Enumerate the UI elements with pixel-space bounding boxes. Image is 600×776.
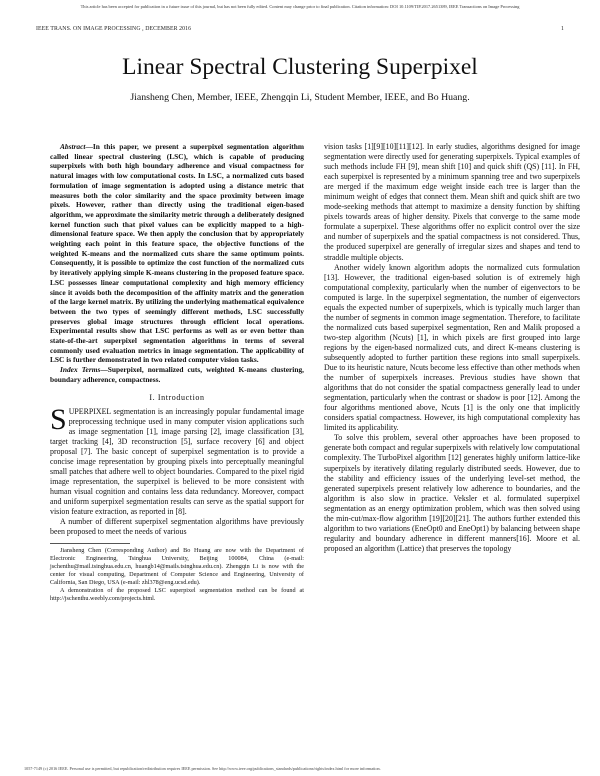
index-terms (50, 365, 304, 384)
footnote-affiliation: Jiansheng Chen (Corresponding Author) and Bo Huang are now with the Department of Electronic Engineering, Tsinghua University, Beijing 100084, China (e-mail: jschenthu@mail.tsinghua.edu.cn, huangb14@mails.tsinghua.edu.cn). Zhengqin Li is now with the center for visual computing, Department of Computer Science and Engineering, University of California, San Diego, USA (e-mail: zhl378@eng.ucsd.edu). (50, 547, 304, 587)
intro-paragraph-1-text: UPERPIXEL segmentation is an increasingly popular fundamental image preprocessing technique used in many computer vision applications such as image segmentation [1], image parsing [2], image classification [3], target tracking [4], 3D reconstruction [5], surface recovery [6] and object proposal [7]. The basic concept of superpixel segmentation is to provide a concise image representation by grouping pixels into perceptually meaningful small patches that adhere well to object boundaries. Compared to the pixel rigid image representation, the superpixel is believed to be more consistent with human visual cognition and contains less data redundancy. Moreover, compact and uniform superpixel segmentation results can serve as the spatial support for vision feature extraction, as reported in [8]. (50, 406, 304, 517)
intro-paragraph-2: A number of different superpixel segmentation algorithms have previously been proposed to meet the needs of various (50, 517, 304, 537)
right-column (324, 142, 580, 554)
abstract-label: Abstract (60, 142, 86, 151)
left-column (50, 142, 304, 603)
author-line: Jiansheng Chen, Member, IEEE, Zhengqin Li, Student Member, IEEE, and Bo Huang. (130, 92, 470, 103)
abstract (50, 142, 304, 365)
index-terms-text: —Superpixel, normalized cuts, weighted K-means clustering, boundary adherence, compactness. (50, 365, 304, 384)
publication-notice: This article has been accepted for publication in a future issue of this journal, but has not been fully edited. Content may change prior to final publication. Citation information: DOI 10.1109/TIP.2017.2651389, IEEE Transactions on Image Processing (80, 4, 520, 9)
footnote-demo: A demonstration of the proposed LSC superpixel segmentation method can be found at http://jschenthu.weebly.com/projects.html. (50, 587, 304, 603)
page-number: 1 (561, 26, 564, 32)
index-terms-label: Index Terms (60, 365, 101, 375)
running-head (36, 26, 564, 32)
drop-cap: S (50, 402, 67, 436)
copyright-footer: 1057-7149 (c) 2016 IEEE. Personal use is permitted, but republication/redistribution requires IEEE permission. See http://www.ieee.org/publications_standards/publications/rights/index.html for more information. (24, 766, 381, 771)
intro-paragraph-1 (50, 402, 304, 518)
footnote-rule (50, 543, 130, 544)
right-paragraph-3: To solve this problem, several other approaches have been proposed to generate both compact and regular superpixels with relatively low computational complexity. The TurboPixel algorithm [12] generates highly uniform lattice-like superpixels by iteratively dilating regularly distributed seeds. However, due to the stability and efficiency issues of the underlying level-set method, the generated superpixels present relatively low adherence to boundaries, and the algorithm is also slow in practice. Veksler et al. formulated superpixel segmentation as an energy optimization problem, which was then solved using the min-cut/max-flow algorithm [19][20][21]. The authors further extended this algorithm to two variations (EneOpt0 and EneOpt1) by balancing between shape regularity and boundary adherence in different manners[16]. Moore et al. proposed an algorithm (Lattice) that preserves the topology (324, 433, 580, 553)
right-paragraph-1: vision tasks [1][9][10][11][12]. In early studies, algorithms designed for image segmentation were directly used for generating superpixels. Typical examples of such methods include FH [9], mean shift [10] and quick shift (QS) [11]. In FH, each superpixel is represented by a minimum spanning tree and two superpixels are merged if the maximum edge weight inside each tree is larger than the minimum weight of edges that connect them. Mean shift and quick shift are two mode-seeking methods that attempt to maximize a density function by shifting pixels towards areas of higher density. Pixels that converge to the same mode formulate a superpixel. These algorithms offer no explicit control over the size and number of superpixels and the spatial compactness is not considered. Thus, the produced superpixel are generally of irregular sizes and shapes and tend to straddle multiple objects. (324, 142, 580, 262)
abstract-text: —In this paper, we present a superpixel segmentation algorithm called linear spectral clustering (LSC), which is capable of producing superpixels with both high boundary adherence and visual compactness for natural images with low computational costs. In LSC, a normalized cuts based formulation of image segmentation is adopted using a distance metric that measures both the color similarity and the space proximity between image pixels. However, rather than directly using the traditional eigen-based algorithm, we approximate the similarity metric through a deliberately designed kernel function such that pixel values can be explicitly mapped to a high-dimensional feature space. We then apply the conclusion that by appropriately weighting each point in this feature space, the objective functions of the weighted K-means and the normalized cuts share the same optimum points. Consequently, it is possible to optimize the cost function of the normalized cuts by iteratively applying simple K-means clustering in the proposed feature space. LSC possesses linear computational complexity and high memory efficiency since it avoids both the decomposition of the affinity matrix and the generation of the large kernel matrix. By utilizing the underlying mathematical equivalence between the two types of seemingly different methods, LSC successfully preserves global image structures through efficient local operations. Experimental results show that LSC performs as well as or even better than state-of-the-art superpixel segmentation algorithms in terms of several commonly used evaluation metrics in image segmentation. The applicability of LSC is further demonstrated in two related computer vision tasks. (50, 142, 304, 365)
paper-title: Linear Spectral Clustering Superpixel (122, 54, 478, 80)
journal-header: IEEE TRANS. ON IMAGE PROCESSING , DECEMBER 2016 (36, 26, 192, 32)
section-heading: I. Introduction (149, 392, 205, 402)
right-paragraph-2: Another widely known algorithm adopts the normalized cuts formulation [13]. However, the traditional eigen-based solution is of extremely high computational complexity, particularly when the number of eigenvectors to be computed is large. In the superpixel segmentation, the number of eigenvectors equals the expected number of superpixels, which is typically much larger than the number of segments in common image segmentation. Therefore, to facilitate the normalized cuts based superpixel segmentation, Ren and Malik proposed a two-step algorithm (Ncuts) [1], in which pixels are first grouped into large regions by the eigen-based normalized cuts, and direct K-means clustering is subsequently adopted to further partition these regions into small superpixels. Due to its heuristic nature, Ncuts become less effective than other methods when the number of superpixels increases. Previous studies have shown that algorithms that do not consider the spatial compactness generally lead to under segmentation, particularly when the contrast or shadow is poor [12]. Among the four algorithms mentioned above, Ncuts [1] is the only one that implicitly considers spatial compactness. However, its high computational complexity has limited its applicability. (324, 262, 580, 433)
